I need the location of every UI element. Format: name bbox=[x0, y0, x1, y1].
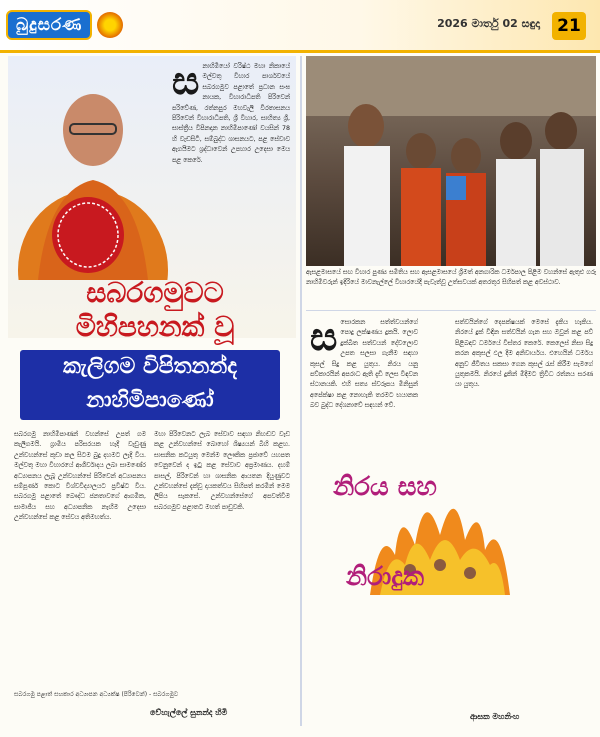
right-dropcap: ස bbox=[310, 318, 338, 359]
issue-date: 2026 මාර්තු 02 සඳුදා bbox=[437, 17, 540, 30]
page-number: 21 bbox=[552, 12, 586, 40]
left-headline-line1: සබරගමුවට bbox=[86, 276, 224, 309]
ceremony-photo bbox=[306, 56, 596, 266]
left-headline-box-line2: නාහිමිපාණෝ bbox=[86, 388, 214, 413]
caption-rule bbox=[306, 310, 596, 311]
left-headline-box bbox=[20, 350, 280, 420]
lotus-icon bbox=[97, 12, 123, 38]
left-dropcap: ස bbox=[172, 62, 200, 103]
left-headline-line2: මිහිපහනක් වූ bbox=[75, 310, 235, 343]
left-body-col1: සබරගමු නාහිමිපාණන් වහන්සේ උපත් ගම කැලිගමයි. ග්‍රාමීය පරිසරයක හැදී වැඩුණු උන්වහන්සේ කුඩා කල සිටම බුදු දහමට ලැදි විය. මල්වතු මහා විහාරයේ ආශීර්වාදය ලබා සාමණේර අධ්‍යාපනය ලැබූ උන්වහන්සේ පිරිවෙන් අධ්‍යාපනය සම්පූර්ණ කොට විශ්වවිද්‍යාලයට ප්‍රවිෂ්ට විය. සබරගමු පළාතේ බෞද්ධ ජනතාවගේ ආගමික, සාමාජීය සහ අධ්‍යාපනික නැඟීම උදෙසා උන්වහන්සේ කළ සේවය අතිමහත්ය. bbox=[14, 431, 146, 522]
column-divider bbox=[300, 56, 302, 726]
monk-portrait-image bbox=[18, 60, 168, 280]
left-body-col2: මහා පිරිවෙනට ලැබ සේවාව සඳහා නිහඬව වැඩ කළ උන්වහන්සේ බොහෝ ශිෂ්‍යයන් බිහි කළහ. සාසනික කටයුතු මෙන්ම ලෞකික ප්‍රජාවේ යහපත වෙනුවෙන් ද ඉටු කළ සේවාව අප්‍රමාණය. දහම් පාසල්, පිරිවෙන් හා ශාසනික ආයතන දියුණුවට උන්වහන්සේ දැක්වූ දායකත්වය සිහිපත් කරමින් මෙම ලිපිය සැකසේ. උන්වහන්සේගේ අපවත්වීම සබරගමුව පළාතට මහත් පාඩුවකි. bbox=[154, 431, 290, 511]
right-body-col1-text: සොරකන සත්ත්වයන්ගේ පොදු ලක්ෂණය දුකයි. ලොව දුක්ඛිත සත්වයන් දේවලොව උපත සලසා ගැනීම සඳහා කුසල් සිදු කළ යුතුය. නිරය යනු පව්කාරයින් අපරාධ ඇති දැඩි ලෙස විඳවන ස්ථානයකි. එහි සත්‍ය ස්වරූපය මිනිසුන් අපේක්ෂා කළ නොහැකි තරමට භයානක බව බුද්ධ දේශනාවේ සඳහන් වේ. bbox=[310, 319, 418, 410]
right-headline-line1: නිරය සහ bbox=[333, 472, 437, 502]
right-body-col1 bbox=[310, 318, 418, 458]
left-author-affiliation: සබරගමු පළාත් සහකාර අධ්‍යාපන අධ්‍යක්ෂ (පිරිවෙන්) - සබරගමුව bbox=[14, 691, 179, 698]
left-intro-text bbox=[172, 62, 290, 270]
right-byline: ආසක මහනිංහ bbox=[470, 712, 520, 721]
right-body-col2: සත්වයින්ගේ දෙපක්ෂයක් මෙසේ දැකිය හැකිය. නිරයේ දුක් විඳින සත්වයින් ගැන සහ ඔවුන් කළ පව් පිළිබඳව ධර්මයේ විස්තර කෙරේ. කෙලෙස් නිසා සිදු කරන අකුසල් ඵල දීම අනිවාර්යය. එහෙයින් ධර්මය අනුව ජීවිතය සකසා ගෙන කුසල් රැස් කිරීම සැමගේ යුතුකමයි. නිරයේ දුකින් මිදීමට ත්‍රිවිධ රත්නය සරණ යා යුතුය. bbox=[455, 319, 593, 389]
masthead-title: බුදුසරණ bbox=[6, 10, 92, 40]
photo-caption: ඇසළමාසයේ සඟ විහාර පුණ්‍ය සමිතිය සහ ඇසළමාසයේ ශ්‍රීමත් අනගාරික ධර්මපාල පිළිම වහන්සේ ඇතුළු ගරු නාහිමිවරුන් ඉදිරියේ මාවනැල්ලේ විහාරයේදී පැවැත්වූ උත්සවයක් අතරතුර සිහිපත් කළ අවස්ථාව. bbox=[306, 269, 596, 286]
masthead bbox=[6, 8, 156, 42]
left-intro: නාහිමියෝ වරිෂ්ඨ මහා නිකායේ මල්වතු විහාර පාර්ශවයේ සබරගමුව පළාතේ ප්‍රධාන සංඝ නායක, විහාරාධිපති පිරිවෙන් පරිවේණ, රත්නපුර මහවැලි වීරතාසනය පිරිවෙන් විහාරාධිපති, ශ්‍රී විහාර, සාහිත්‍ය ශ්‍රී, සාස්ත්‍රීය විපිනදාන නාහිමිපාණෝ වයසින් 78 හි වැඩසිටි, සම්බුද්ධ ශාසනයට, පළ සේවාව ඇගයීමට ශ්‍රද්ධාවෙන් උපහාර උදෙසා මෙය පළ කෙරේ. bbox=[172, 63, 290, 164]
right-headline-line2: නිරාදුක bbox=[345, 562, 425, 592]
left-byline: වේහැල්ලේ සුනන්ද හිමි bbox=[150, 708, 228, 717]
left-headline-box-line1: කැලිගම විපිතනන්ද bbox=[62, 354, 238, 379]
